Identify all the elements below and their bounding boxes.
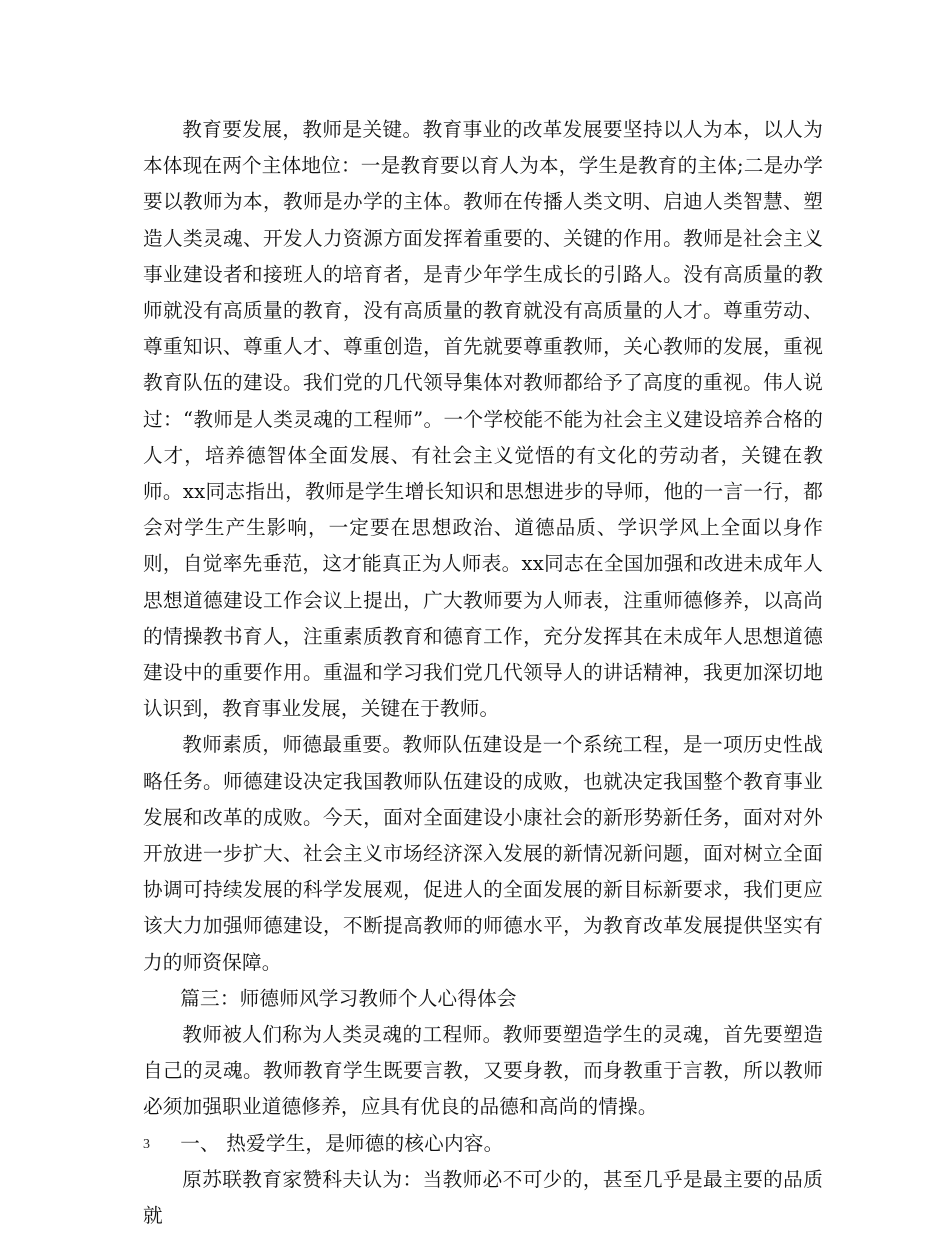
section-heading: 篇三：师德师风学习教师个人心得体会 (180, 986, 517, 1010)
document-body (143, 112, 823, 1234)
body-paragraph-3: 教师被人们称为人类灵魂的工程师。教师要塑造学生的灵魂，首先要塑造自己的灵魂。教师教育学生既要言教，又要身教，而身教重于言教，所以教师必须加强职业道德修养，应具有优良的品德和高尚的情操。 (143, 1023, 823, 1119)
body-paragraph-4: 原苏联教育家赞科夫认为：当教师必不可少的，甚至几乎是最主要的品质就 (143, 1167, 823, 1228)
body-paragraph-2: 教师素质，师德最重要。教师队伍建设是一个系统工程，是一项历史性战略任务。师德建设决定我国教师队伍建设的成败，也就决定我国整个教育事业发展和改革的成败。今天，面对全面建设小康社会的新形势新任务，面对对外开放进一步扩大、社会主义市场经济深入发展的新情况新问题，面对树立全面协调可持续发展的科学发展观，促进人的全面发展的新目标新要求，我们更应该大力加强师德建设，不断提高教师的师德水平，为教育改革发展提供坚实有力的师资保障。 (143, 733, 823, 974)
page-number: 3 (143, 1137, 150, 1152)
body-paragraph-1: 教育要发展，教师是关键。教育事业的改革发展要坚持以人为本，以人为本体现在两个主体地位：一是教育要以育人为本，学生是教育的主体;二是办学要以教师为本，教师是办学的主体。教师在传播人类文明、启迪人类智慧、塑造人类灵魂、开发人力资源方面发挥着重要的、关键的作用。教师是社会主义事业建设者和接班人的培育者，是青少年学生成长的引路人。没有高质量的教师就没有高质量的教育，没有高质量的教育就没有高质量的人才。尊重劳动、尊重知识、尊重人才、尊重创造，首先就要尊重教师，关心教师的发展，重视教育队伍的建设。我们党的几代领导集体对教师都给予了高度的重视。伟人说过：“教师是人类灵魂的工程师”。一个学校能不能为社会主义建设培养合格的人才，培养德智体全面发展、有社会主义觉悟的有文化的劳动者，关键在教师。xx同志指出，教师是学生增长知识和思想进步的导师，他的一言一行，都会对学生产生影响，一定要在思想政治、道德品质、学识学风上全面以身作则，自觉率先垂范，这才能真正为人师表。xx同志在全国加强和改进未成年人思想道德建设工作会议上提出，广大教师要为人师表，注重师德修养，以高尚的情操教书育人，注重素质教育和德育工作，充分发挥其在未成年人思想道德建设中的重要作用。重温和学习我们党几代领导人的讲话精神，我更加深切地认识到，教育事业发展，关键在于教师。 (143, 118, 823, 721)
list-item-1: 一、 热爱学生，是师德的核心内容。 (180, 1131, 504, 1155)
